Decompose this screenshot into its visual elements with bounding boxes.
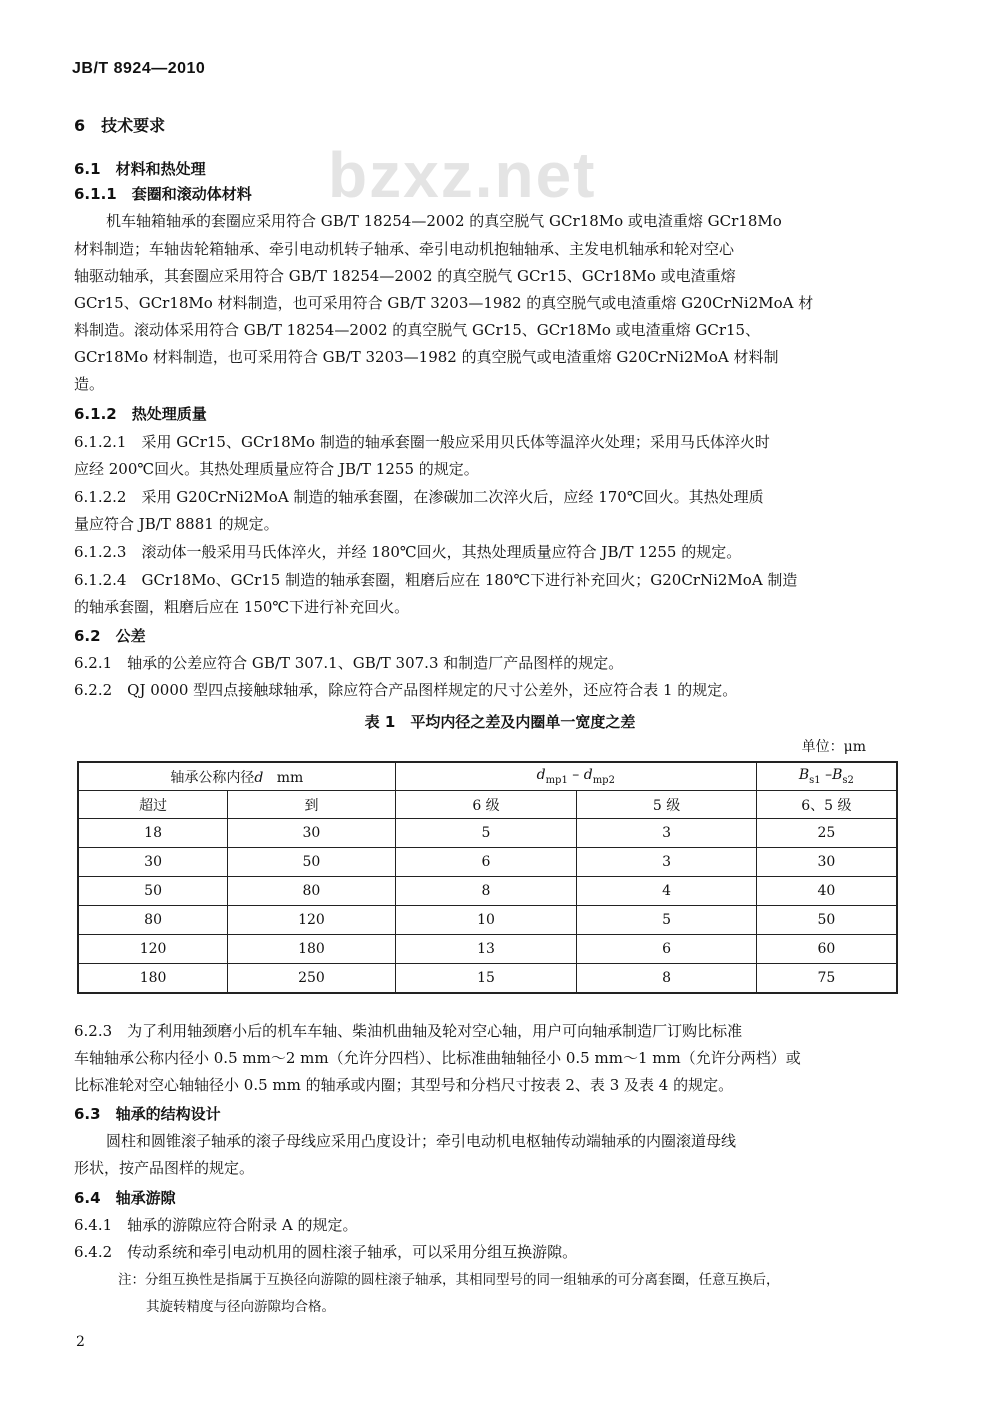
paragraph-line: 比标准轮对空心轴轴径小 0.5 mm 的轴承或内圈；其型号和分档尺寸按表 2、表 3 及表 4 的规定。	[74, 1076, 734, 1094]
tolerance-table	[77, 761, 898, 994]
paragraph-line: 应经 200℃回火。其热处理质量应符合 JB/T 1255 的规定。	[74, 460, 479, 478]
paragraph-line: 量应符合 JB/T 8881 的规定。	[74, 515, 279, 533]
table-cell: 30	[756, 848, 897, 877]
paragraph-line: 6.1.2.4 GCr18Mo、GCr15 制造的轴承套圈，粗磨后应在 180℃下进行补充回火；G20CrNi2MoA 制造	[74, 571, 798, 589]
table-cell: 6	[577, 935, 757, 964]
section-heading-6-1-1: 6.1.1 套圈和滚动体材料	[74, 185, 252, 203]
header-var: B	[832, 767, 843, 784]
table-cell: 10	[395, 906, 577, 935]
header-var: B	[798, 767, 810, 784]
table-cell: 40	[756, 877, 897, 906]
paragraph-line: 6.2.2 QJ 0000 型四点接触球轴承，除应符合产品图样规定的尺寸公差外，还应符合表 1 的规定。	[74, 681, 738, 699]
table-cell: 3	[577, 848, 757, 877]
table-cell: 5	[577, 906, 757, 935]
table-cell: 8	[395, 877, 577, 906]
header-minus: –	[567, 767, 584, 784]
header-over: 超过	[78, 791, 228, 819]
table-cell: 6	[395, 848, 577, 877]
paragraph-line: 6.1.2.3 滚动体一般采用马氏体淬火，并经 180℃回火，其热处理质量应符合 JB/T 1255 的规定。	[74, 543, 742, 561]
paragraph-line: 6.1.2.1 采用 GCr15、GCr18Mo 制造的轴承套圈一般应采用贝氏体等温淬火处理；采用马氏体淬火时	[74, 433, 770, 451]
section-heading-6-3: 6.3 轴承的结构设计	[74, 1105, 221, 1123]
table-cell: 25	[756, 819, 897, 848]
paragraph-line: 6.4.2 传动系统和牵引电动机用的圆柱滚子轴承，可以采用分组互换游隙。	[74, 1243, 578, 1261]
header-grade-5: 5 级	[577, 791, 757, 819]
header-grade-6: 6 级	[395, 791, 577, 819]
header-sub: s2	[842, 774, 854, 786]
paragraph-line: 造。	[74, 375, 105, 393]
header-sub: mp1	[545, 774, 568, 786]
table-title: 表 1 平均内径之差及内圈单一宽度之差	[364, 713, 636, 731]
paragraph-line: 机车轴箱轴承的套圈应采用符合 GB/T 18254—2002 的真空脱气 GCr18Mo 或电渣重熔 GCr18Mo	[106, 212, 782, 230]
paragraph-line: 料制造。滚动体采用符合 GB/T 18254—2002 的真空脱气 GCr15、GCr18Mo 或电渣重熔 GCr15、	[74, 321, 761, 339]
table-header-row	[78, 762, 897, 791]
page-number: 2	[76, 1334, 85, 1350]
header-var: d	[583, 767, 593, 784]
table-cell: 30	[78, 848, 228, 877]
header-unit: mm	[276, 769, 304, 786]
table-cell: 50	[78, 877, 228, 906]
table-cell: 8	[577, 964, 757, 994]
paragraph-line: 的轴承套圈，粗磨后应在 150℃下进行补充回火。	[74, 598, 410, 616]
paragraph-line: 形状，按产品图样的规定。	[74, 1159, 255, 1177]
table-cell: 50	[228, 848, 396, 877]
table-cell: 75	[756, 964, 897, 994]
note-line: 其旋转精度与径向游隙均合格。	[146, 1299, 335, 1315]
header-dmp-diff	[395, 762, 756, 791]
table-cell: 80	[78, 906, 228, 935]
table-cell: 18	[78, 819, 228, 848]
header-bore-diameter	[78, 762, 395, 791]
header-minus: –	[820, 767, 833, 784]
table-cell: 250	[228, 964, 396, 994]
header-var: d	[536, 767, 546, 784]
paragraph-line: GCr18Mo 材料制造，也可采用符合 GB/T 3203—1982 的真空脱气或电渣重熔 G20CrNi2MoA 材料制	[74, 348, 779, 366]
paragraph-line: GCr15、GCr18Mo 材料制造，也可采用符合 GB/T 3203—1982 的真空脱气或电渣重熔 G20CrNi2MoA 材	[74, 294, 814, 312]
table-row	[78, 964, 897, 994]
section-heading-6-1: 6.1 材料和热处理	[74, 160, 206, 178]
table-cell: 15	[395, 964, 577, 994]
paragraph-line: 6.4.1 轴承的游隙应符合附录 A 的规定。	[74, 1216, 358, 1234]
table-row	[78, 877, 897, 906]
table-row	[78, 906, 897, 935]
table-row	[78, 819, 897, 848]
paragraph-line: 轴驱动轴承，其套圈应采用符合 GB/T 18254—2002 的真空脱气 GCr15、GCr18Mo 或电渣重熔	[74, 267, 736, 285]
table-cell: 180	[78, 964, 228, 994]
table-cell: 120	[78, 935, 228, 964]
table-cell: 60	[756, 935, 897, 964]
table-unit: 单位：μm	[801, 739, 866, 755]
table-row	[78, 848, 897, 877]
table-cell: 5	[395, 819, 577, 848]
note-line: 注：分组互换性是指属于互换径向游隙的圆柱滚子轴承，其相同型号的同一组轴承的可分离套圈，任意互换后，	[118, 1272, 780, 1288]
header-sub: s1	[809, 774, 821, 786]
table-row	[78, 935, 897, 964]
paragraph-line: 6.2.3 为了利用轴颈磨小后的机车车轴、柴油机曲轴及轮对空心轴，用户可向轴承制造厂订购比标准	[74, 1022, 743, 1040]
table-cell: 120	[228, 906, 396, 935]
header-sub: mp2	[592, 774, 615, 786]
header-to: 到	[228, 791, 396, 819]
paragraph-line: 车轴轴承公称内径小 0.5 mm～2 mm（允许分四档）、比标准曲轴轴径小 0.5 mm～1 mm（允许分两档）或	[74, 1049, 801, 1067]
paragraph-line: 材料制造；车轴齿轮箱轴承、牵引电动机转子轴承、牵引电动机抱轴轴承、主发电机轴承和轮对空心	[74, 240, 735, 258]
table-cell: 50	[756, 906, 897, 935]
watermark-text: bzxz.net	[328, 139, 597, 211]
table-cell: 4	[577, 877, 757, 906]
section-heading-6-4: 6.4 轴承游隙	[74, 1189, 176, 1207]
table-cell: 180	[228, 935, 396, 964]
section-heading-6: 6 技术要求	[74, 116, 166, 135]
section-heading-6-2: 6.2 公差	[74, 627, 146, 645]
header-var: d	[254, 769, 264, 786]
header-grade-6-5: 6、5 级	[756, 791, 897, 819]
table-cell: 3	[577, 819, 757, 848]
standard-code: JB/T 8924—2010	[72, 60, 206, 77]
header-text: 轴承公称内径	[170, 769, 255, 786]
paragraph-line: 6.1.2.2 采用 G20CrNi2MoA 制造的轴承套圈，在渗碳加二次淬火后，应经 170℃回火。其热处理质	[74, 488, 764, 506]
table-subheader-row	[78, 791, 897, 819]
table-cell: 80	[228, 877, 396, 906]
table-cell: 13	[395, 935, 577, 964]
header-bs-diff	[756, 762, 897, 791]
section-heading-6-1-2: 6.1.2 热处理质量	[74, 405, 207, 423]
paragraph-line: 圆柱和圆锥滚子轴承的滚子母线应采用凸度设计；牵引电动机电枢轴传动端轴承的内圈滚道母线	[106, 1132, 737, 1150]
paragraph-line: 6.2.1 轴承的公差应符合 GB/T 307.1、GB/T 307.3 和制造厂产品图样的规定。	[74, 654, 624, 672]
table-cell: 30	[228, 819, 396, 848]
